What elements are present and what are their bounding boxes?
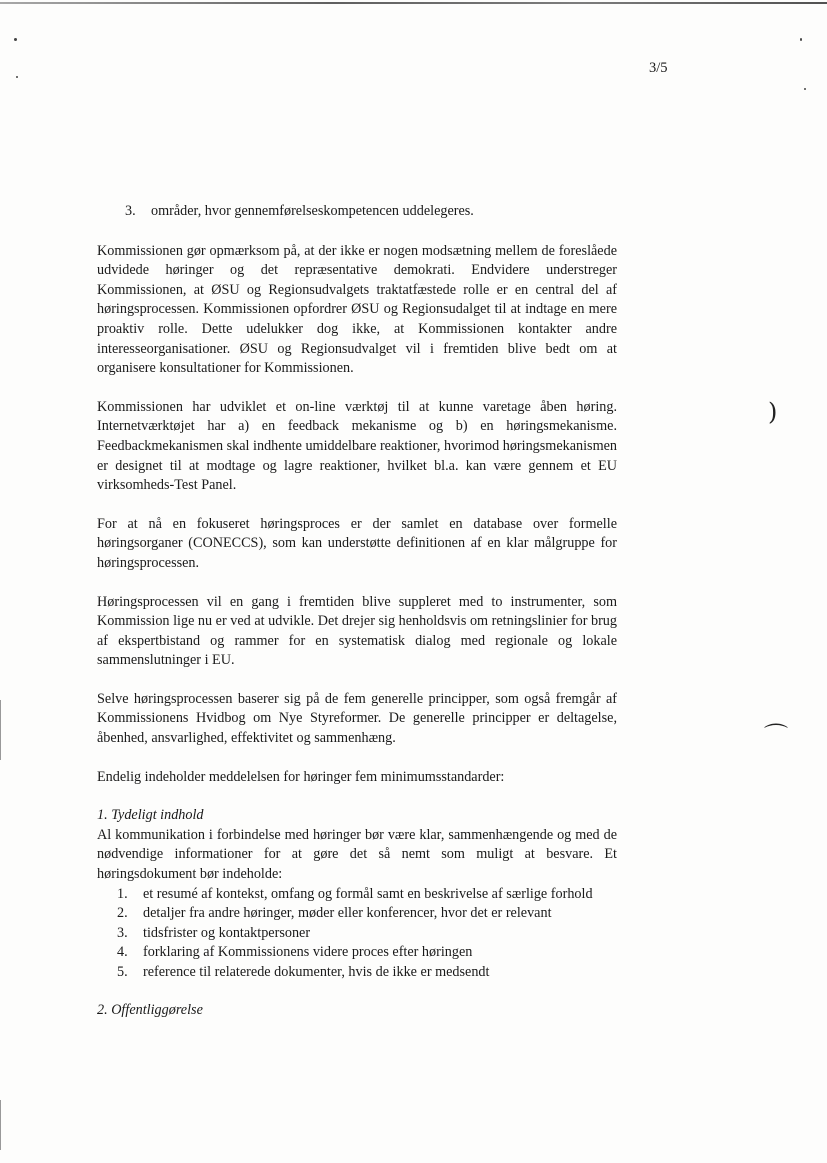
scan-left-edge-mark: [0, 700, 1, 760]
paragraph: Kommissionen gør opmærksom på, at der ikke er nogen modsætning mellem de foreslåede udvidede høringer og det repræsentative demokrati. Endvidere understreger Kommissionen, at ØSU og Regionsudvalgets traktatfæstede rolle er en central del af høringsprocessen. Kommissionen opfordrer ØSU og Regionsudalget til at indtage en mere proaktiv rolle. Dette udelukker dog ikke, at Kommissionen kontakter andre interesseorganisationer. ØSU og Regionsudvalget vil i fremtiden blive bedt om at organisere konsultationer for Kommissionen.: [97, 242, 617, 377]
list-item: [117, 963, 617, 983]
scan-speck: [14, 38, 17, 41]
list-item-text: forklaring af Kommissionens videre proces efter høringen: [143, 944, 473, 961]
section-heading: 2. Offentliggørelse: [97, 1001, 203, 1018]
paragraph: For at nå en fokuseret høringsproces er der samlet en database over formelle høringsorganer (CONECCS), som kan understøtte definitionen af en klar målgruppe for høringsprocessen.: [97, 515, 617, 571]
list-item-number: 1.: [117, 885, 128, 902]
list-item-text: reference til relaterede dokumenter, hvis de ikke er medsendt: [143, 964, 490, 980]
list-item-number: 5.: [117, 964, 128, 980]
intro-list: [125, 202, 617, 222]
list-item-text: et resumé af kontekst, omfang og formål samt en beskrivelse af særlige forhold: [143, 885, 593, 902]
list-item-number: 3.: [117, 924, 128, 941]
scan-left-edge-mark: [0, 1100, 1, 1150]
scan-speck: [804, 88, 806, 90]
list-item: [117, 943, 617, 963]
page-number: 3/5: [649, 60, 668, 76]
list-item: [117, 904, 617, 924]
list-item: [117, 885, 617, 905]
document-body: [97, 202, 617, 1020]
paragraph: Høringsprocessen vil en gang i fremtiden blive suppleret med to instrumenter, som Kommission lige nu er ved at udvikle. Det drejer sig henholdsvis om retningslinier for brug af ekspertbistand og rammer for en systematisk dialog med regionale og lokale sammenslutninger i EU.: [97, 593, 617, 669]
section-heading: 1. Tydeligt indhold: [97, 807, 204, 824]
list-item: [125, 202, 617, 222]
list-item: [117, 924, 617, 944]
margin-bracket-mark: ): [768, 398, 778, 426]
paragraph: Kommissionen har udviklet et on-line værktøj til at kunne varetage åben høring. Internetværktøjet har a) en feedback mekanisme og b) en høringsmekanisme. Feedbackmekanismen skal indhente umiddelbare reaktioner, hvorimod høringsmekanismen er designet til at modtage og lagre reaktioner, hvilket bl.a. kan være gennem et EU virksomheds-Test Panel.: [97, 398, 617, 494]
requirements-list: [117, 885, 617, 983]
list-item-number: 4.: [117, 944, 128, 961]
section-body: Al kommunikation i forbindelse med høringer bør være klar, sammenhængende og med de nødvendige informationer for at gøre det så nemt som muligt at besvare. Et høringsdokument bør indeholde:: [97, 826, 617, 883]
list-item-text: detaljer fra andre høringer, møder eller konferencer, hvor det er relevant: [143, 905, 552, 922]
paragraph: Endelig indeholder meddelelsen for høringer fem minimumsstandarder:: [97, 768, 505, 785]
scan-speck: [800, 38, 802, 41]
scan-top-edge: [0, 2, 827, 4]
list-item-text: tidsfrister og kontaktpersoner: [143, 924, 311, 941]
margin-bracket-mark: ⌒: [764, 722, 788, 750]
list-item-number: 3.: [125, 203, 136, 219]
list-item-number: 2.: [117, 905, 128, 922]
list-item-text: områder, hvor gennemførelseskompetencen uddelegeres.: [151, 203, 474, 219]
paragraph: Selve høringsprocessen baserer sig på de fem generelle principper, som også fremgår af Kommissionens Hvidbog om Nye Styreformer. De generelle principper er deltagelse, åbenhed, ansvarlighed, effektivitet og sammenhæng.: [97, 690, 617, 747]
scan-speck: [16, 76, 18, 78]
